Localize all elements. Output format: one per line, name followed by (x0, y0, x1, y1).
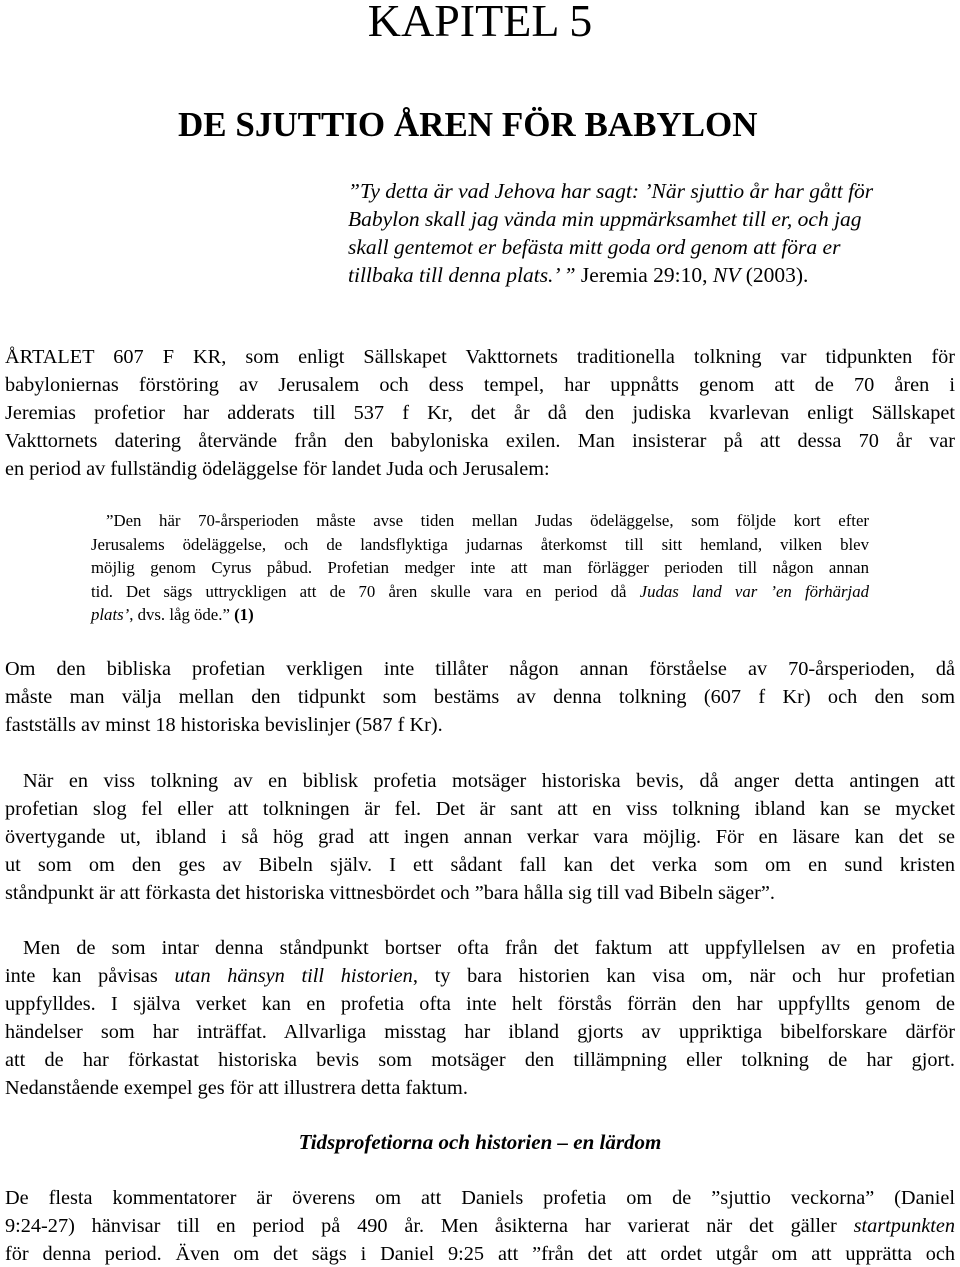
paragraph-line: inte kan påvisas utan hänsyn till historien, ty bara historien kan visa om, när och hur profetian (5, 965, 955, 987)
paragraph-line: Jeremias profetior har adderats till 537 f Kr, det år då den judiska kvarlevan enligt Sällskapet (5, 402, 955, 424)
paragraph-line: övertygande ut, ibland i så hög grad att ingen annan verkar vara möjlig. För en läsare kan det se (5, 826, 955, 848)
footnote-ref[interactable]: (1) (234, 605, 254, 624)
paragraph-line: När en viss tolkning av en biblisk profetia motsäger historiska bevis, då anger detta antingen att (23, 770, 955, 792)
paragraph-line: 9:24-27) hänvisar till en period på 490 år. Men åsikterna har varierat när det gäller startpunkten (5, 1215, 955, 1237)
chapter-title: DE SJUTTIO ÅREN FÖR BABYLON (178, 105, 758, 144)
bible-version: NV (712, 263, 741, 287)
quote-line: Jerusalems ödeläggelse, och de landsflyktiga judarnas återkomst till sitt hemland, vilken blev (91, 534, 869, 554)
paragraph-line: en period av fullständig ödeläggelse för landet Juda och Jerusalem: (5, 458, 550, 480)
paragraph-2 (5, 655, 955, 739)
emphasis: utan hänsyn till historien (174, 965, 413, 987)
paragraph-line: ÅRTALET 607 F KR, som enligt Sällskapet Vakttornets traditionella tolkning var tidpunkten för (5, 346, 955, 368)
paragraph-line: måste man välja mellan den tidpunkt som bestäms av denna tolkning (607 f Kr) och den som (5, 686, 955, 708)
paragraph-line: att de har förkastat historiska bevis som motsäger den tillämpning eller tolkning de har gjort. (5, 1049, 955, 1071)
paragraph-line: Nedanstående exempel ges för att illustrera detta faktum. (5, 1077, 468, 1099)
quote-line: ”Den här 70-årsperioden måste avse tiden mellan Judas ödeläggelse, som följde kort efter (106, 511, 869, 530)
paragraph-line: Vakttornets datering återvände från den babyloniska exilen. Man insisterar på att dessa 70 år var (5, 430, 955, 452)
epigraph-line: skall gentemot er befästa mitt goda ord genom att föra er (348, 235, 841, 259)
paragraph-line: profetian slog fel eller att tolkningen är fel. Det är sant att en viss tolkning ibland kan se mycket (5, 798, 955, 820)
chapter-heading: KAPITEL 5 (367, 0, 593, 46)
quote-line: plats’, dvs. låg öde.” (1) (91, 605, 254, 624)
paragraph-line: ståndpunkt är att förkasta det historiska vittnesbördet och ”bara hålla sig till vad Bibeln säger”. (5, 882, 775, 904)
quote-line: möjlig genom Cyrus påbud. Profetian medger inte att man förlägger perioden till någon annan (91, 558, 869, 577)
epigraph-line: ”Ty detta är vad Jehova har sagt: ’När sjuttio år har gått för (348, 179, 874, 203)
quote-line: tid. Det sägs uttryckligen att de 70 åren skulle vara en period då Judas land var ’en förhärjad (91, 581, 869, 601)
paragraph-line: ut som om den ges av Bibeln själv. I ett sådant fall kan det verka som om en sund kristen (5, 854, 955, 876)
emphasis: startpunkten (853, 1215, 955, 1237)
block-quote (91, 509, 869, 627)
paragraph-line: Om den bibliska profetian verkligen inte tillåter någon annan förståelse av 70-årsperioden, då (5, 658, 955, 680)
paragraph-line: fastställs av minst 18 historiska bevislinjer (587 f Kr). (5, 714, 443, 736)
epigraph-reference: Jeremia 29:10, (575, 263, 713, 287)
epigraph-line: tillbaka till denna plats.’ ” Jeremia 29:10, NV (2003). (348, 263, 809, 287)
epigraph-line: Babylon skall jag vända min uppmärksamhet till er, och jag (348, 207, 862, 231)
paragraph-line: händelser som har inträffat. Allvarliga misstag har ibland gjorts av uppriktiga bibelforskare därför (5, 1021, 955, 1043)
paragraph-4 (5, 934, 955, 1102)
section-subheading: Tidsprofetiorna och historien – en lärdom (298, 1130, 662, 1154)
paragraph-line: babyloniernas förstöring av Jerusalem och dess tempel, har uppnåtts genom att de 70 åren i (5, 374, 955, 396)
paragraph-1 (5, 343, 955, 483)
epigraph (348, 177, 958, 289)
paragraph-5 (5, 1184, 955, 1267)
paragraph-line: De flesta kommentatorer är överens om att Daniels profetia om de ”sjuttio veckorna” (Daniel (5, 1187, 955, 1209)
paragraph-line: Men de som intar denna ståndpunkt bortser ofta från det faktum att uppfyllelsen av en profetia (23, 937, 955, 959)
paragraph-line: för denna period. Även om det sägs i Daniel 9:25 att ”från det att ordet utgår om att upprätta och (5, 1243, 955, 1265)
paragraph-line: uppfylldes. I själva verket kan en profetia ofta inte helt förstås förrän den har uppfyllts genom de (5, 993, 955, 1015)
paragraph-3 (5, 767, 955, 907)
